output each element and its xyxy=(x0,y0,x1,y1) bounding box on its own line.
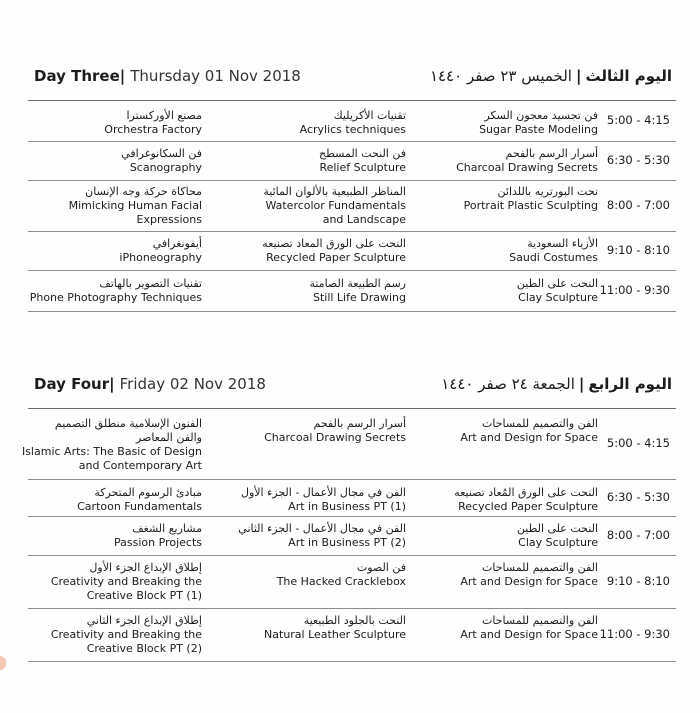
session-cell xyxy=(263,185,406,227)
session-title-ar: تقنيات التصوير بالهاتف xyxy=(99,277,202,290)
session-title-ar: مشاريع الشغف xyxy=(132,522,202,535)
schedule-row xyxy=(28,232,676,271)
session-title-en: Art in Business PT (2) xyxy=(288,536,406,549)
session-title-en: Mimicking Human Facial xyxy=(68,199,202,212)
session-title-en: Islamic Arts: The Basic of Design xyxy=(21,445,202,458)
session-title-ar: الفنون الإسلامية منطلق التصميم xyxy=(54,417,202,430)
session-title-ar: إطلاق الإبداع الجزء الثاني xyxy=(86,614,202,627)
session-cell xyxy=(464,185,598,213)
session-title-ar: الأزياء السعودية xyxy=(527,237,598,250)
session-cell xyxy=(460,561,598,589)
session-title-ar: محاكاة حركة وجه الإنسان xyxy=(85,185,202,198)
session-title-en: Creativity and Breaking the xyxy=(50,628,202,641)
session-title-en: Still Life Drawing xyxy=(312,291,406,304)
schedule-row xyxy=(28,609,676,662)
time-slot: 6:30 - 5:30 xyxy=(606,490,670,504)
session-title-ar: أيفونغرافي xyxy=(152,237,202,250)
time-slot: 9:10 - 8:10 xyxy=(606,243,670,257)
session-cell xyxy=(517,277,598,305)
session-cell xyxy=(114,522,202,550)
day-three-title-en: Day Three xyxy=(34,67,120,85)
session-title-ar: الفن والتصميم للمساحات xyxy=(482,614,598,627)
session-cell xyxy=(22,417,202,473)
session-cell xyxy=(479,109,598,137)
session-title-en: Creative Block PT (2) xyxy=(86,642,202,655)
session-title-ar: النحت على الورق المُعاد تصنيعه xyxy=(454,486,598,499)
day-four-header xyxy=(28,374,676,409)
schedule-row xyxy=(28,101,676,142)
time-slot: 8:00 - 7:00 xyxy=(606,198,670,212)
schedule-row xyxy=(28,181,676,232)
header-divider: | xyxy=(575,67,582,85)
session-title-en: Charcoal Drawing Secrets xyxy=(264,431,406,444)
day-four-date-ar: الجمعة ٢٤ صفر ١٤٤٠ xyxy=(441,375,575,393)
session-title-ar: الفن في مجال الأعمال - الجزء الأول xyxy=(240,486,406,499)
time-slot: 6:30 - 5:30 xyxy=(606,153,670,167)
session-title-en: Watercolor Fundamentals xyxy=(265,199,406,212)
session-cell xyxy=(319,147,406,175)
session-cell xyxy=(77,486,202,514)
day-four-header-ar xyxy=(441,375,672,393)
time-slot: 9:10 - 8:10 xyxy=(606,574,670,588)
session-title-en: and Landscape xyxy=(322,213,406,226)
day-three-schedule xyxy=(28,101,676,312)
session-title-ar: النحت بالجلود الطبيعية xyxy=(303,614,406,627)
session-title-en: Art and Design for Space xyxy=(460,628,598,641)
session-cell xyxy=(119,237,202,265)
schedule-row xyxy=(28,480,676,517)
day-three-header-en xyxy=(34,67,301,85)
session-title-ar: مصنع الأوركسترا xyxy=(126,109,202,122)
session-title-ar: تقنيات الأكريليك xyxy=(333,109,406,122)
schedule-row xyxy=(21,409,676,480)
session-cell xyxy=(454,486,598,514)
time-slot: 11:00 - 9:30 xyxy=(599,627,670,641)
session-title-en: Passion Projects xyxy=(114,536,202,549)
session-title-ar: الفن في مجال الأعمال - الجزء الثاني xyxy=(238,522,406,535)
session-cell xyxy=(121,147,202,175)
schedule-row xyxy=(28,271,676,312)
session-cell xyxy=(509,237,598,265)
session-title-en: Creative Block PT (1) xyxy=(86,589,202,602)
schedule-row xyxy=(28,517,676,556)
session-title-en: Saudi Costumes xyxy=(509,251,598,264)
session-cell xyxy=(517,522,598,550)
session-cell xyxy=(51,561,202,603)
session-title-en: Phone Photography Techniques xyxy=(29,291,202,304)
session-title-en: Cartoon Fundamentals xyxy=(77,500,202,513)
session-title-ar: فن تجسيد معجون السكر xyxy=(484,109,598,122)
session-title-ar: نحت البورتريه باللدائن xyxy=(497,185,598,198)
session-title-en: Sugar Paste Modeling xyxy=(479,123,598,136)
page-edge-mark xyxy=(0,656,6,670)
session-title-en: and Contemporary Art xyxy=(78,459,202,472)
session-title-en: Scanography xyxy=(129,161,202,174)
session-title-en: Acrylics techniques xyxy=(299,123,406,136)
session-cell xyxy=(277,561,406,589)
header-divider: | xyxy=(119,67,126,85)
day-four-section xyxy=(21,374,676,662)
session-title-ar: أسرار الرسم بالفحم xyxy=(313,417,406,430)
session-title-en: Art in Business PT (1) xyxy=(288,500,406,513)
session-title-en: Orchestra Factory xyxy=(104,123,202,136)
session-cell xyxy=(460,417,598,445)
session-title-ar: الفن والتصميم للمساحات xyxy=(482,417,598,430)
session-title-ar: أسرار الرسم بالفحم xyxy=(505,147,598,160)
session-title-en: The Hacked Cracklebox xyxy=(276,575,406,588)
schedule-row xyxy=(28,556,676,609)
schedule-row xyxy=(28,142,676,181)
session-title-ar: فن الصوت xyxy=(356,561,406,574)
day-four-title-ar: اليوم الرابع xyxy=(588,375,672,393)
session-title-en: Expressions xyxy=(136,213,202,226)
session-title-en: Clay Sculpture xyxy=(518,536,598,549)
session-cell xyxy=(460,614,598,642)
session-title-en: Recycled Paper Sculpture xyxy=(266,251,406,264)
day-three-header-ar xyxy=(430,67,672,85)
session-cell xyxy=(262,237,406,265)
session-title-en: Charcoal Drawing Secrets xyxy=(456,161,598,174)
session-title-ar: فن السكانوغرافي xyxy=(121,147,202,160)
header-divider: | xyxy=(578,375,585,393)
header-divider: | xyxy=(109,375,115,393)
session-cell xyxy=(30,277,202,305)
session-title-en: Clay Sculpture xyxy=(518,291,598,304)
session-title-ar: النحت على الورق المعاد تصنيعه xyxy=(262,237,406,250)
session-title-en: Art and Design for Space xyxy=(460,575,598,588)
session-title-en: Art and Design for Space xyxy=(460,431,598,444)
session-title-ar: مبادئ الرسوم المتحركة xyxy=(94,486,202,499)
session-title-en: Recycled Paper Sculpture xyxy=(458,500,598,513)
day-three-date-ar: الخميس ٢٣ صفر ١٤٤٠ xyxy=(429,67,572,85)
day-four-schedule xyxy=(21,409,676,662)
session-title-ar: الفن والتصميم للمساحات xyxy=(482,561,598,574)
time-slot: 8:00 - 7:00 xyxy=(606,528,670,542)
session-title-en: Portrait Plastic Sculpting xyxy=(463,199,598,212)
session-title-en: Creativity and Breaking the xyxy=(50,575,202,588)
session-title-ar: النحت على الطين xyxy=(516,277,598,290)
day-three-header xyxy=(28,66,676,101)
day-four-title-en: Day Four xyxy=(34,375,110,393)
session-cell xyxy=(264,417,406,445)
session-cell xyxy=(241,486,406,514)
session-title-ar: رسم الطبيعة الصامتة xyxy=(309,277,406,290)
day-three-title-ar: اليوم الثالث xyxy=(585,67,672,85)
session-cell xyxy=(300,109,406,137)
session-cell xyxy=(104,109,202,137)
time-slot: 5:00 - 4:15 xyxy=(606,113,670,127)
session-cell xyxy=(51,614,202,656)
session-cell xyxy=(309,277,406,305)
day-four-date-en: Friday 02 Nov 2018 xyxy=(119,375,266,393)
session-cell xyxy=(456,147,598,175)
session-title-ar: فن النحت المسطح xyxy=(319,147,406,160)
day-four-header-en xyxy=(34,375,266,393)
session-cell xyxy=(264,614,406,642)
session-title-ar: النحت على الطين xyxy=(516,522,598,535)
session-cell xyxy=(238,522,406,550)
session-title-ar: المناظر الطبيعية بالألوان المائية xyxy=(263,185,406,198)
session-title-ar: والفن المعاصر xyxy=(136,431,202,444)
time-slot: 11:00 - 9:30 xyxy=(599,283,670,297)
day-three-section xyxy=(28,66,676,312)
day-three-date-en: Thursday 01 Nov 2018 xyxy=(130,67,301,85)
session-title-en: Natural Leather Sculpture xyxy=(264,628,406,641)
session-title-en: iPhoneography xyxy=(119,251,202,264)
session-title-en: Relief Sculpture xyxy=(319,161,406,174)
time-slot: 5:00 - 4:15 xyxy=(606,436,670,450)
session-title-ar: إطلاق الإبداع الجزء الأول xyxy=(89,561,202,574)
session-cell xyxy=(69,185,202,227)
